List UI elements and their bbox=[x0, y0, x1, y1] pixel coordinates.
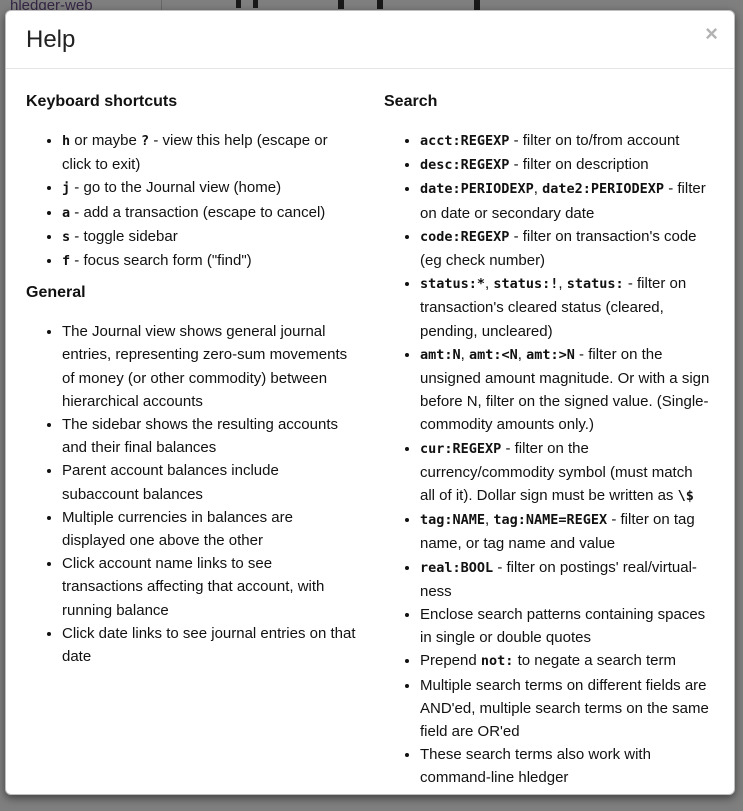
list-item: • Click date links to see journal entries on that date bbox=[62, 622, 356, 668]
list-item: • cur:REGEXP - filter on the currency/commodity symbol (must match all of it). Dollar sign must be written as \$ bbox=[420, 437, 710, 509]
list-item: • Click account name links to see transactions affecting that account, with running balance bbox=[62, 552, 356, 622]
code-snippet: status:* bbox=[420, 276, 486, 293]
code-snippet: tag:NAME=REGEX bbox=[493, 512, 608, 529]
modal-title: Help bbox=[26, 26, 76, 53]
list-item: • Enclose search patterns containing spaces in single or double quotes bbox=[420, 603, 710, 649]
code-snippet: j bbox=[62, 180, 71, 197]
list-item: • j - go to the Journal view (home) bbox=[62, 176, 356, 200]
list-item: • Prepend not: to negate a search term bbox=[420, 649, 710, 673]
code-snippet: amt:>N bbox=[526, 346, 575, 363]
code-snippet: date2:PERIODEXP bbox=[542, 181, 665, 198]
list-item: • tag:NAME, tag:NAME=REGEX - filter on tag name, or tag name and value bbox=[420, 508, 710, 555]
help-modal bbox=[5, 10, 735, 795]
keyboard-shortcuts-list bbox=[26, 129, 356, 273]
list-item: • amt:N, amt:<N, amt:>N - filter on the unsigned amount magnitude. Or with a sign before N, filter on the signed value. (Single-commodity amounts only.) bbox=[420, 343, 710, 437]
list-item: • acct:REGEXP - filter on to/from account bbox=[420, 129, 710, 153]
left-column bbox=[26, 89, 356, 790]
list-item: • s - toggle sidebar bbox=[62, 225, 356, 249]
modal-body bbox=[6, 69, 734, 795]
code-snippet: s bbox=[62, 228, 71, 245]
list-item: • Parent account balances include subaccount balances bbox=[62, 459, 356, 505]
list-item: • The Journal view shows general journal entries, representing zero-sum movements of money (or other commodity) between hierarchical accounts bbox=[62, 320, 356, 413]
right-column bbox=[384, 89, 710, 790]
code-snippet: cur:REGEXP bbox=[420, 440, 502, 457]
section-heading-general: General bbox=[26, 284, 86, 302]
code-snippet: \$ bbox=[677, 488, 694, 505]
code-snippet: tag:NAME bbox=[420, 512, 486, 529]
code-snippet: ? bbox=[141, 133, 150, 149]
code-snippet: date:PERIODEXP bbox=[420, 181, 534, 198]
code-snippet: a bbox=[62, 204, 71, 221]
code-snippet: amt:N bbox=[420, 346, 461, 363]
code-snippet: real:BOOL bbox=[420, 559, 494, 576]
code-snippet: f bbox=[62, 253, 71, 270]
code-snippet: code:REGEXP bbox=[420, 228, 510, 245]
code-snippet: acct:REGEXP bbox=[420, 133, 510, 149]
code-snippet: desc:REGEXP bbox=[420, 157, 510, 174]
modal-header bbox=[6, 11, 734, 69]
list-item: • date:PERIODEXP, date2:PERIODEXP - filter on date or secondary date bbox=[420, 177, 710, 224]
close-icon[interactable]: × bbox=[705, 21, 718, 46]
code-snippet: amt:<N bbox=[468, 346, 518, 363]
list-item: • Multiple search terms on different fields are AND'ed, multiple search terms on the same field are OR'ed bbox=[420, 674, 710, 744]
code-snippet: h bbox=[62, 133, 71, 149]
list-item: • status:*, status:!, status: - filter on transaction's cleared status (cleared, pending, uncleared) bbox=[420, 272, 710, 343]
list-item: • These search terms also work with command-line hledger bbox=[420, 743, 710, 789]
list-item: • real:BOOL - filter on postings' real/virtual-ness bbox=[420, 556, 710, 603]
list-item: • desc:REGEXP - filter on description bbox=[420, 153, 710, 177]
section-heading-keyboard-shortcuts: Keyboard shortcuts bbox=[26, 93, 178, 110]
list-item: • Multiple currencies in balances are displayed one above the other bbox=[62, 506, 356, 552]
list-item: • The sidebar shows the resulting accounts and their final balances bbox=[62, 413, 356, 459]
section-heading-search: Search bbox=[384, 93, 438, 110]
code-snippet: not: bbox=[480, 653, 514, 670]
code-snippet: status:! bbox=[493, 276, 559, 293]
search-list bbox=[384, 129, 710, 790]
code-snippet: status: bbox=[566, 276, 624, 293]
list-item: • code:REGEXP - filter on transaction's code (eg check number) bbox=[420, 225, 710, 272]
list-item: • a - add a transaction (escape to cancel) bbox=[62, 201, 356, 225]
general-list bbox=[26, 320, 356, 668]
list-item: • f - focus search form ("find") bbox=[62, 249, 356, 273]
list-item: • h or maybe ? - view this help (escape or click to exit) bbox=[62, 129, 356, 176]
